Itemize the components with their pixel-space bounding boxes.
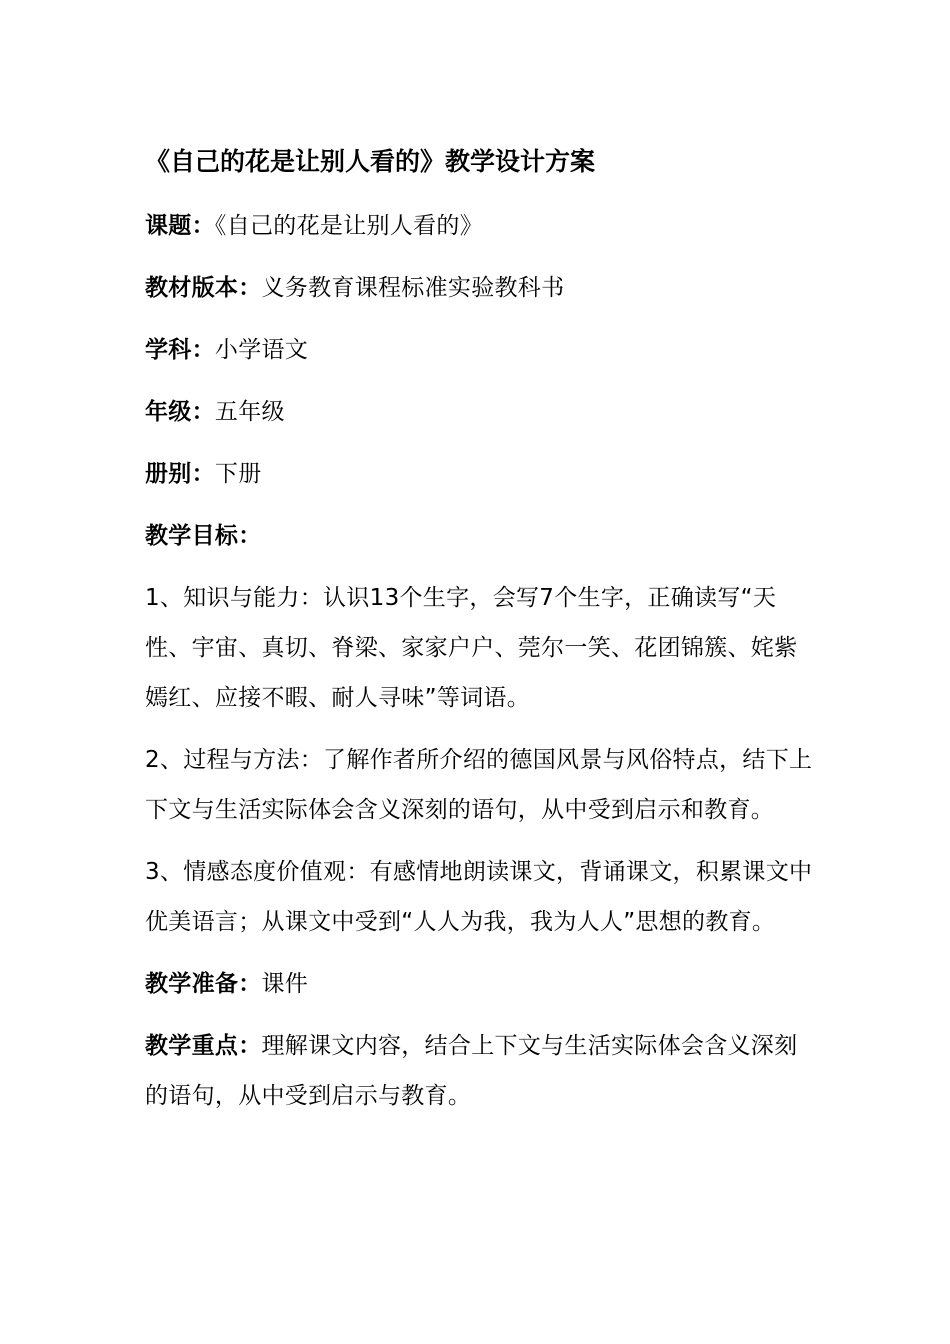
- field-key-points: [145, 1021, 815, 1121]
- field-topic: [145, 201, 815, 251]
- field-grade-label: 年级：: [145, 399, 215, 425]
- objective-attitude: 3、情感态度价值观：有感情地朗读课文，背诵课文，积累课文中优美语言；从课文中受到“人人为我，我为人人”思想的教育。: [145, 859, 813, 935]
- field-subject-label: 学科：: [145, 337, 215, 363]
- field-topic-value: 《自己的花是让别人看的》: [214, 213, 484, 239]
- objective-process: 2、过程与方法：了解作者所介绍的德国风景与风俗特点，结下上下文与生活实际体会含义深刻的语句，从中受到启示和教育。: [145, 747, 813, 823]
- field-key-points-label: 教学重点：: [145, 1033, 262, 1059]
- objectives-heading: [145, 511, 815, 561]
- field-grade: [145, 387, 815, 437]
- field-textbook-edition-label: 教材版本：: [145, 275, 262, 301]
- field-volume: [145, 449, 815, 499]
- field-volume-value: 下册: [214, 461, 262, 487]
- field-textbook-edition-value: 义务教育课程标准实验教科书: [261, 275, 565, 301]
- objective-knowledge: 1、知识与能力：认识13个生字，会写7个生字，正确读写“天性、宇宙、真切、脊梁、家家户户、莞尔一笑、花团锦簇、姹紫嫣红、应接不暇、耐人寻味”等词语。: [145, 585, 798, 711]
- field-subject-value: 小学语文: [214, 337, 309, 363]
- field-preparation-value: 课件: [261, 971, 309, 997]
- field-key-points-value: 理解课文内容，结合上下文与生活实际体会含义深刻的语句，从中受到启示与教育。: [145, 1033, 798, 1109]
- objectives-heading-label: 教学目标：: [145, 523, 262, 549]
- document-page: [145, 140, 815, 1133]
- field-volume-label: 册别：: [145, 461, 215, 487]
- document-title: 《自己的花是让别人看的》教学设计方案: [145, 147, 596, 176]
- field-topic-label: 课题：: [145, 213, 215, 239]
- field-preparation-label: 教学准备：: [145, 971, 262, 997]
- field-textbook-edition: [145, 263, 815, 313]
- field-grade-value: 五年级: [214, 399, 285, 425]
- field-subject: [145, 325, 815, 375]
- field-preparation: [145, 959, 815, 1009]
